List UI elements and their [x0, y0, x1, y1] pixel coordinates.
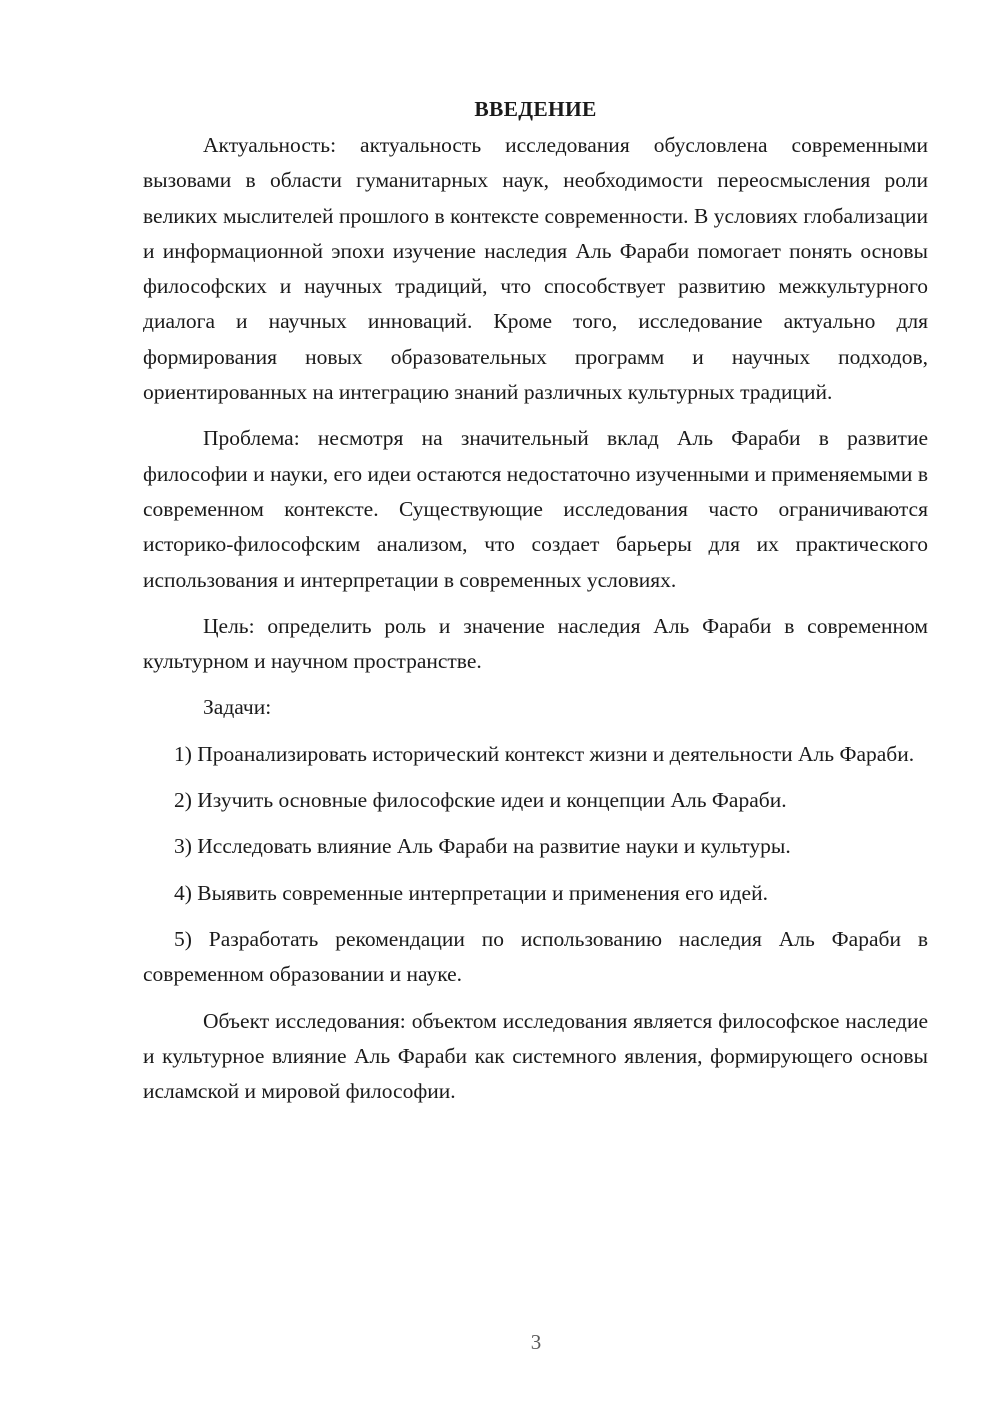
task-item-3: 3) Исследовать влияние Аль Фараби на развитие науки и культуры.: [174, 834, 791, 859]
goal-paragraph: Цель: определить роль и значение наследия Аль Фараби в современном культурном и научном пространстве.: [143, 613, 928, 674]
object-paragraph: Объект исследования: объектом исследования является философское наследие и культурное влияние Аль Фараби как системного явления, формирующего основы исламской и мировой философии.: [143, 1008, 928, 1104]
task-item-4: 4) Выявить современные интерпретации и применения его идей.: [174, 880, 768, 905]
problem-paragraph: Проблема: несмотря на значительный вклад Аль Фараби в развитие философии и науки, его идеи остаются недостаточно изученными и применяемыми в современном контексте. Существующие исследования часто ограничиваются историко-философским анализом, что создает барьеры для их практического использования и интерпретации в современных условиях.: [143, 426, 928, 592]
task-item-1: 1) Проанализировать исторический контекст жизни и деятельности Аль Фараби.: [174, 741, 915, 766]
section-heading: ВВЕДЕНИЕ: [474, 97, 597, 121]
page-number: 3: [530, 1330, 542, 1354]
tasks-label: Задачи:: [203, 695, 272, 720]
document-page: [143, 92, 928, 1120]
task-item-5: 5) Разработать рекомендации по использованию наследия Аль Фараби в современном образовании и науке.: [143, 926, 928, 987]
task-item-2: 2) Изучить основные философские идеи и концепции Аль Фараби.: [174, 788, 787, 813]
relevance-paragraph: Актуальность: актуальность исследования обусловлена современными вызовами в области гуманитарных наук, необходимости переосмысления роли великих мыслителей прошлого в контексте современности. В условиях глобализации и информационной эпохи изучение наследия Аль Фараби помогает понять основы философских и научных традиций, что способствует развитию межкультурного диалога и научных инноваций. Кроме того, исследование актуально для формирования новых образовательных программ и научных подходов, ориентированных на интеграцию знаний различных культурных традиций.: [143, 133, 928, 405]
